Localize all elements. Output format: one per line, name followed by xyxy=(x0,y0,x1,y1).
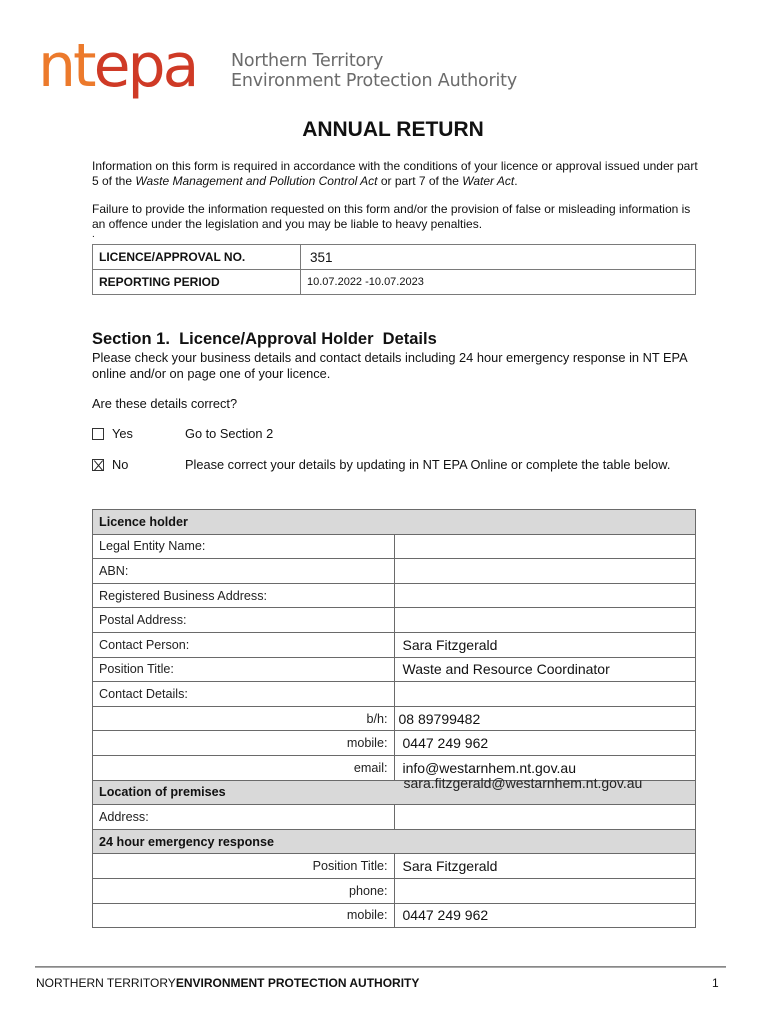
details-correct-question: Are these details correct? xyxy=(92,396,238,411)
reporting-period-row xyxy=(93,270,696,295)
premises-address-field[interactable] xyxy=(394,805,696,830)
licence-label: LICENCE/APPROVAL NO. xyxy=(93,245,301,270)
logo-text xyxy=(231,51,517,91)
footer-org-bold: ENVIRONMENT PROTECTION AUTHORITY xyxy=(175,976,420,990)
contact-details-field[interactable] xyxy=(394,682,696,707)
licence-table xyxy=(92,244,696,295)
logo-mark xyxy=(38,31,197,101)
table-row xyxy=(93,903,696,928)
logo-mark-epa: epa xyxy=(93,31,197,101)
intro-p1-b: or part 7 of the xyxy=(377,174,463,188)
emergency-phone-field[interactable] xyxy=(394,878,696,903)
emergency-position-title-field[interactable]: Sara Fitzgerald xyxy=(394,854,696,879)
logo-line2: Environment Protection Authority xyxy=(231,71,517,91)
mobile-label: mobile: xyxy=(93,731,395,756)
postal-address-label: Postal Address: xyxy=(93,608,395,633)
table-row xyxy=(93,559,696,584)
licence-value[interactable]: 351 xyxy=(301,245,696,270)
legal-entity-name-field[interactable] xyxy=(394,534,696,559)
location-of-premises-header: Location of premises xyxy=(93,780,696,805)
licence-holder-details-table xyxy=(92,509,696,928)
table-row xyxy=(93,805,696,830)
reporting-period-label: REPORTING PERIOD xyxy=(93,270,301,295)
bh-phone-field[interactable]: 08 89799482 xyxy=(394,706,696,731)
intro-act-2: Water Act xyxy=(462,174,515,188)
table-row xyxy=(93,731,696,756)
premises-address-label: Address: xyxy=(93,805,395,830)
table-row xyxy=(93,682,696,707)
table-row xyxy=(93,534,696,559)
email-field[interactable] xyxy=(394,755,696,791)
intro-paragraph-1 xyxy=(92,159,702,189)
emergency-phone-label: phone: xyxy=(93,878,395,903)
reporting-period-value[interactable]: 10.07.2022 -10.07.2023 xyxy=(301,270,696,295)
licence-holder-header: Licence holder xyxy=(93,510,696,535)
emergency-mobile-label: mobile: xyxy=(93,903,395,928)
mobile-field[interactable]: 0447 249 962 xyxy=(394,731,696,756)
email-label: email: xyxy=(93,755,395,780)
page-title: ANNUAL RETURN xyxy=(302,118,484,141)
registered-address-field[interactable] xyxy=(394,583,696,608)
intro-paragraph-2: Failure to provide the information requested on this form and/or the provision of false or misleading information is an offence under the legislation and you may be liable to heavy penalties. xyxy=(92,202,691,231)
section-1-description: Please check your business details and contact details including 24 hour emergency response in NT EPA online and/or on page one of your licence. xyxy=(92,350,687,381)
no-checkbox-checked[interactable] xyxy=(92,459,104,471)
table-row xyxy=(93,632,696,657)
table-row xyxy=(93,854,696,879)
email-value-1: info@westarnhem.nt.gov.au xyxy=(402,759,576,776)
email-value-2: sara.fitzgerald@westarnhem.nt.gov.au xyxy=(403,774,643,791)
abn-label: ABN: xyxy=(93,559,395,584)
footer-organisation xyxy=(36,976,419,990)
no-label: No xyxy=(112,457,129,472)
stray-dot: . xyxy=(92,229,95,240)
position-title-field[interactable]: Waste and Resource Coordinator xyxy=(394,657,696,682)
table-row xyxy=(93,608,696,633)
emergency-position-title-label: Position Title: xyxy=(93,854,395,879)
contact-details-label: Contact Details: xyxy=(93,682,395,707)
page-number: 1 xyxy=(712,976,719,990)
abn-field[interactable] xyxy=(394,559,696,584)
emergency-header-row xyxy=(93,829,696,854)
position-title-label: Position Title: xyxy=(93,657,395,682)
logo-mark-nt: nt xyxy=(38,31,94,101)
contact-person-label: Contact Person: xyxy=(93,632,395,657)
registered-address-label: Registered Business Address: xyxy=(93,583,395,608)
yes-checkbox[interactable] xyxy=(92,428,104,440)
yes-instruction: Go to Section 2 xyxy=(185,426,274,441)
no-instruction: Please correct your details by updating in NT EPA Online or complete the table below. xyxy=(185,457,671,472)
intro-p1-a: Information on this form is required in accordance with the conditions of your licence or approval issued under part 5 of the xyxy=(92,159,698,188)
table-row xyxy=(93,706,696,731)
legal-entity-name-label: Legal Entity Name: xyxy=(93,534,395,559)
licence-holder-header-row xyxy=(93,510,696,535)
contact-person-field[interactable]: Sara Fitzgerald xyxy=(394,632,696,657)
postal-address-field[interactable] xyxy=(394,608,696,633)
intro-p1-c: . xyxy=(514,174,518,188)
intro-act-1: Waste Management and Pollution Control Act xyxy=(135,174,378,188)
emergency-response-header: 24 hour emergency response xyxy=(93,829,696,854)
table-row xyxy=(93,583,696,608)
table-row xyxy=(93,755,696,780)
bh-phone-label: b/h: xyxy=(93,706,395,731)
footer-divider xyxy=(35,966,726,968)
footer-org-regular: NORTHERN TERRITORY xyxy=(36,976,176,990)
emergency-mobile-field[interactable]: 0447 249 962 xyxy=(394,903,696,928)
section-1-title: Section 1. Licence/Approval Holder Details xyxy=(92,330,437,348)
licence-row xyxy=(93,245,696,270)
table-row xyxy=(93,878,696,903)
table-row xyxy=(93,657,696,682)
logo-line1: Northern Territory xyxy=(231,51,384,71)
yes-label: Yes xyxy=(112,426,133,441)
